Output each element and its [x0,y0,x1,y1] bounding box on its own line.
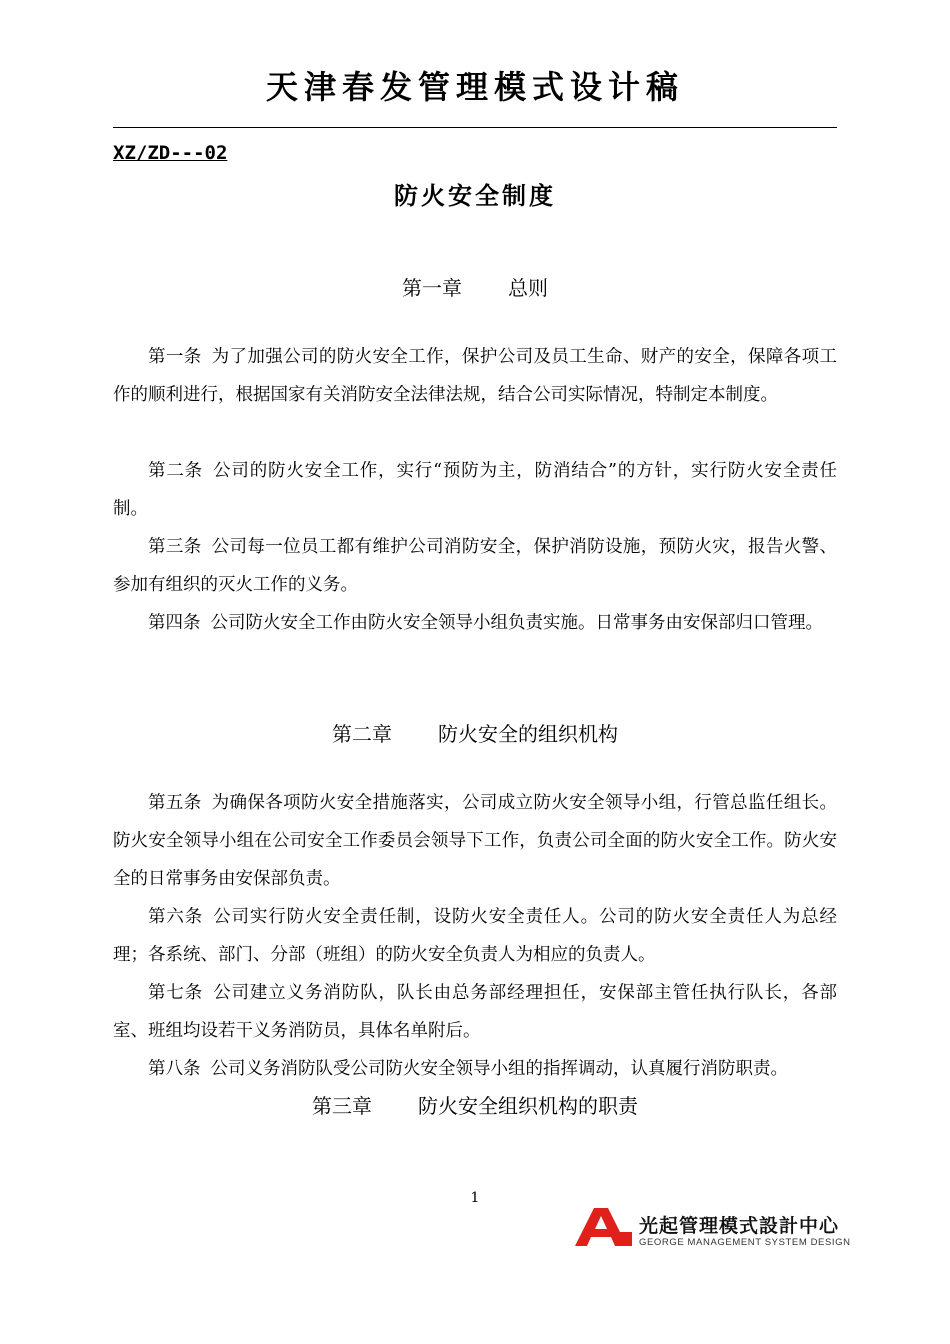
chapter-number: 第二章 [332,722,392,746]
article-paragraph [113,528,837,604]
chapter-number: 第一章 [402,276,462,300]
header-title: 天津春发管理模式设计稿 [265,68,684,106]
article-text: 公司义务消防队受公司防火安全领导小组的指挥调动，认真履行消防职责。 [210,1059,788,1079]
article-label: 第四条 [148,613,201,633]
chapter-number: 第三章 [312,1094,372,1118]
article-paragraph [113,338,837,414]
header-divider [113,127,837,128]
article-text: 公司的防火安全工作，实行“预防为主，防消结合”的方针，实行防火安全责任制。 [113,461,838,519]
article-text: 公司每一位员工都有维护公司消防安全，保护消防设施，预防火灾，报告火警、参加有组织的灭火工作的义务。 [113,537,838,595]
article-text: 公司实行防火安全责任制，设防火安全责任人。公司的防火安全责任人为总经理；各系统、部门、分部（班组）的防火安全负责人为相应的负责人。 [113,907,837,965]
chapter-name: 防火安全组织机构的职责 [418,1094,638,1118]
article-paragraph [113,784,837,898]
chapter-name: 防火安全的组织机构 [438,722,618,746]
article-text: 为确保各项防火安全措施落实，公司成立防火安全领导小组，行管总监任组长。防火安全领导小组在公司安全工作委员会领导下工作，负责公司全面的防火安全工作。防火安全的日常事务由安保部负责。 [113,793,838,889]
article-label: 第七条 [148,983,204,1003]
article-label: 第五条 [148,793,202,813]
article-text: 公司防火安全工作由防火安全领导小组负责实施。日常事务由安保部归口管理。 [210,613,823,633]
logo-english-name: GEORGE MANAGEMENT SYSTEM DESIGN [639,1237,851,1248]
article-label: 第三条 [148,537,202,557]
article-label: 第六条 [148,907,204,927]
article-paragraph [113,1050,837,1088]
chapter-heading [0,718,950,747]
chapter-heading [0,1090,950,1119]
article-label: 第二条 [148,461,204,481]
page-number: 1 [470,1190,480,1206]
logo-chinese-name: 光起管理模式設計中心 [639,1215,840,1237]
document-code: XZ/ZD---02 [113,142,228,164]
article-paragraph [113,898,837,974]
document-title: 防火安全制度 [394,182,556,210]
chapter-name: 总则 [508,276,548,300]
article-paragraph [113,604,837,642]
article-text: 为了加强公司的防火安全工作，保护公司及员工生命、财产的安全，保障各项工作的顺利进行，根据国家有关消防安全法律法规，结合公司实际情况，特制定本制度。 [113,347,838,405]
logo-a-icon [575,1208,633,1246]
company-logo [575,1208,851,1252]
article-paragraph [113,974,837,1050]
chapter-heading [0,272,950,301]
article-label: 第一条 [148,347,202,367]
article-paragraph [113,452,837,528]
article-label: 第八条 [148,1059,201,1079]
article-text: 公司建立义务消防队，队长由总务部经理担任，安保部主管任执行队长，各部室、班组均设若干义务消防员，具体名单附后。 [113,983,837,1041]
